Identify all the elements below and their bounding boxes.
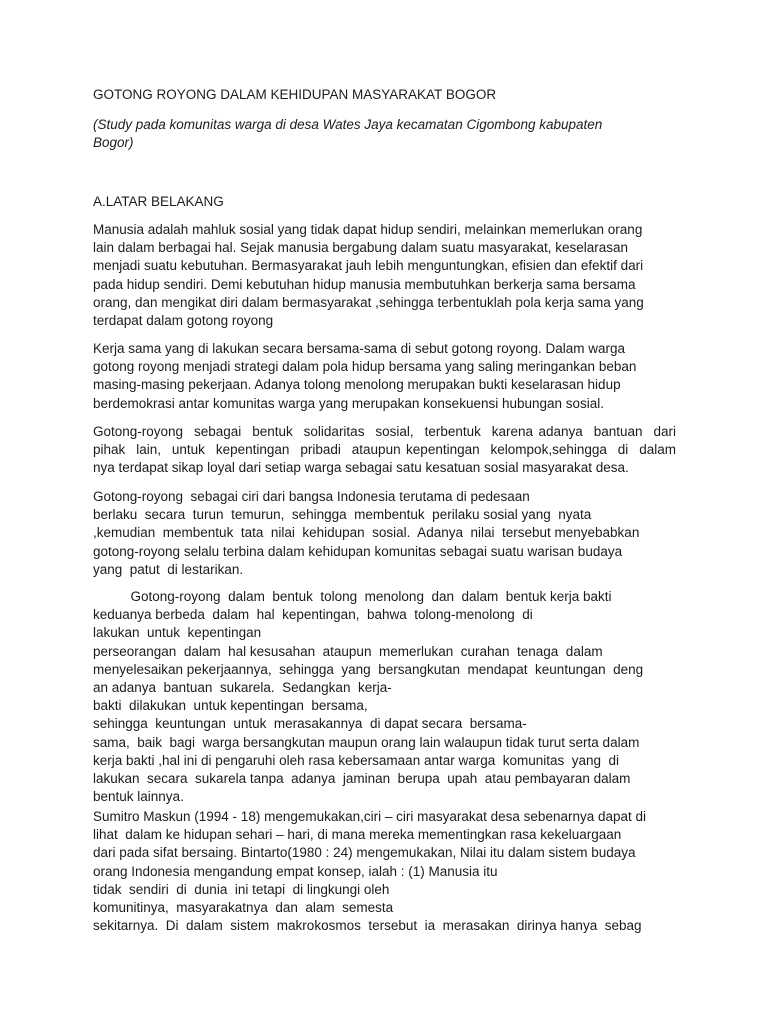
paragraph-line: bakti dilakukan untuk kepentingan bersama,: [93, 698, 368, 714]
section-heading: [93, 193, 224, 211]
paragraph-line: lain dalam berbagai hal. Sejak manusia bergabung dalam suatu masyarakat, keselarasan: [93, 240, 629, 256]
paragraph-6: [93, 808, 646, 935]
paragraph-line: gotong royong menjadi strategi dalam pola hidup bersama yang saling meringankan beban: [93, 359, 637, 375]
paragraph-line: bentuk lainnya.: [93, 789, 184, 805]
title-line: GOTONG ROYONG DALAM KEHIDUPAN MASYARAKAT BOGOR: [93, 87, 497, 102]
paragraph-line: pihak lain, untuk kepentingan pribadi ataupun kepentingan kelompok,sehingga di dalam: [93, 442, 676, 458]
section-heading-text: A.LATAR BELAKANG: [93, 194, 224, 209]
paragraph-4: [93, 488, 639, 579]
paragraph-line: keduanya berbeda dalam hal kepentingan, bahwa tolong-menolong di: [93, 607, 533, 623]
paragraph-line: Manusia adalah mahluk sosial yang tidak dapat hidup sendiri, melainkan memerlukan orang: [93, 222, 643, 237]
paragraph-line: kerja bakti ,hal ini di pengaruhi oleh rasa kebersamaan antar warga komunitas yang di: [93, 752, 620, 768]
paragraph-3: [93, 423, 676, 478]
paragraph-line: orang Indonesia mengandung empat konsep, ialah : (1) Manusia itu: [93, 863, 498, 879]
paragraph-line: Gotong-royong sebagai bentuk solidaritas sosial, terbentuk karena adanya bantuan dari: [93, 424, 676, 439]
paragraph-line: an adanya bantuan sukarela. Sedangkan kerja-: [93, 680, 392, 696]
paragraph-line: yang patut di lestarikan.: [93, 561, 244, 577]
paragraph-line: sehingga keuntungan untuk merasakannya di dapat secara bersama-: [93, 716, 527, 732]
paragraph-line: menjadi suatu kebutuhan. Bermasyarakat jauh lebih menguntungkan, efisien dan efektif dari: [93, 258, 644, 274]
paragraph-line: dari pada sifat bersaing. Bintarto(1980 : 24) mengemukakan, Nilai itu dalam sistem budaya: [93, 845, 636, 861]
subtitle-line: Bogor): [93, 135, 134, 151]
paragraph-2: [93, 340, 636, 413]
paragraph-line: sekitarnya. Di dalam sistem makrokosmos tersebut ia merasakan dirinya hanya sebag: [93, 918, 642, 934]
paragraph-line: Sumitro Maskun (1994 - 18) mengemukakan,ciri – ciri masyarakat desa sebenarnya dapat di: [93, 809, 647, 824]
paragraph-line: orang, dan mengikat diri dalam bermasyarakat ,sehingga terbentuklah pola kerja sama yang: [93, 294, 644, 310]
paragraph-line: Gotong-royong sebagai ciri dari bangsa Indonesia terutama di pedesaan: [93, 489, 530, 504]
paragraph-line: masing-masing pekerjaan. Adanya tolong menolong merupakan bukti keselarasan hidup: [93, 377, 621, 393]
subtitle-line: (Study pada komunitas warga di desa Wates Jaya kecamatan Cigombong kabupaten: [93, 117, 603, 132]
paragraph-line: ,kemudian membentuk tata nilai kehidupan sosial. Adanya nilai tersebut menyebabkan: [93, 525, 640, 541]
paragraph-1: [93, 221, 644, 330]
paragraph-line: berdemokrasi antar komunitas warga yang merupakan konsekuensi hubungan sosial.: [93, 395, 605, 411]
paragraph-line: komunitinya, masyarakatnya dan alam semesta: [93, 900, 394, 916]
paragraph-line: nya terdapat sikap loyal dari setiap warga sebagai satu kesatuan sosial masyarakat desa.: [93, 460, 629, 476]
paragraph-line: lakukan untuk kepentingan: [93, 625, 262, 641]
paragraph-5: [93, 588, 643, 806]
document-title: [93, 86, 496, 104]
paragraph-line: lihat dalam ke hidupan sehari – hari, di mana mereka mementingkan rasa kekeluargaan: [93, 827, 622, 843]
paragraph-line: sama, baik bagi warga bersangkutan maupun orang lain walaupun tidak turut serta dalam: [93, 734, 640, 750]
paragraph-line: perseorangan dalam hal kesusahan ataupun memerlukan curahan tenaga dalam: [93, 643, 603, 659]
paragraph-line: tidak sendiri di dunia ini tetapi di lingkungi oleh: [93, 881, 390, 897]
paragraph-line: lakukan secara sukarela tanpa adanya jaminan berupa upah atau pembayaran dalam: [93, 771, 631, 787]
paragraph-line: Gotong-royong dalam bentuk tolong menolong dan dalam bentuk kerja bakti: [93, 589, 612, 604]
paragraph-line: Kerja sama yang di lakukan secara bersama-sama di sebut gotong royong. Dalam warga: [93, 341, 626, 356]
paragraph-line: berlaku secara turun temurun, sehingga membentuk perilaku sosial yang nyata: [93, 507, 592, 523]
document-subtitle: [93, 116, 602, 152]
paragraph-line: gotong-royong selalu terbina dalam kehidupan komunitas sebagai suatu warisan budaya: [93, 543, 623, 559]
paragraph-line: terdapat dalam gotong royong: [93, 313, 274, 329]
paragraph-line: pada hidup sendiri. Demi kebutuhan hidup manusia membutuhkan berkerja sama bersama: [93, 276, 636, 292]
paragraph-line: menyelesaikan pekerjaannya, sehingga yang bersangkutan mendapat keuntungan deng: [93, 661, 644, 677]
